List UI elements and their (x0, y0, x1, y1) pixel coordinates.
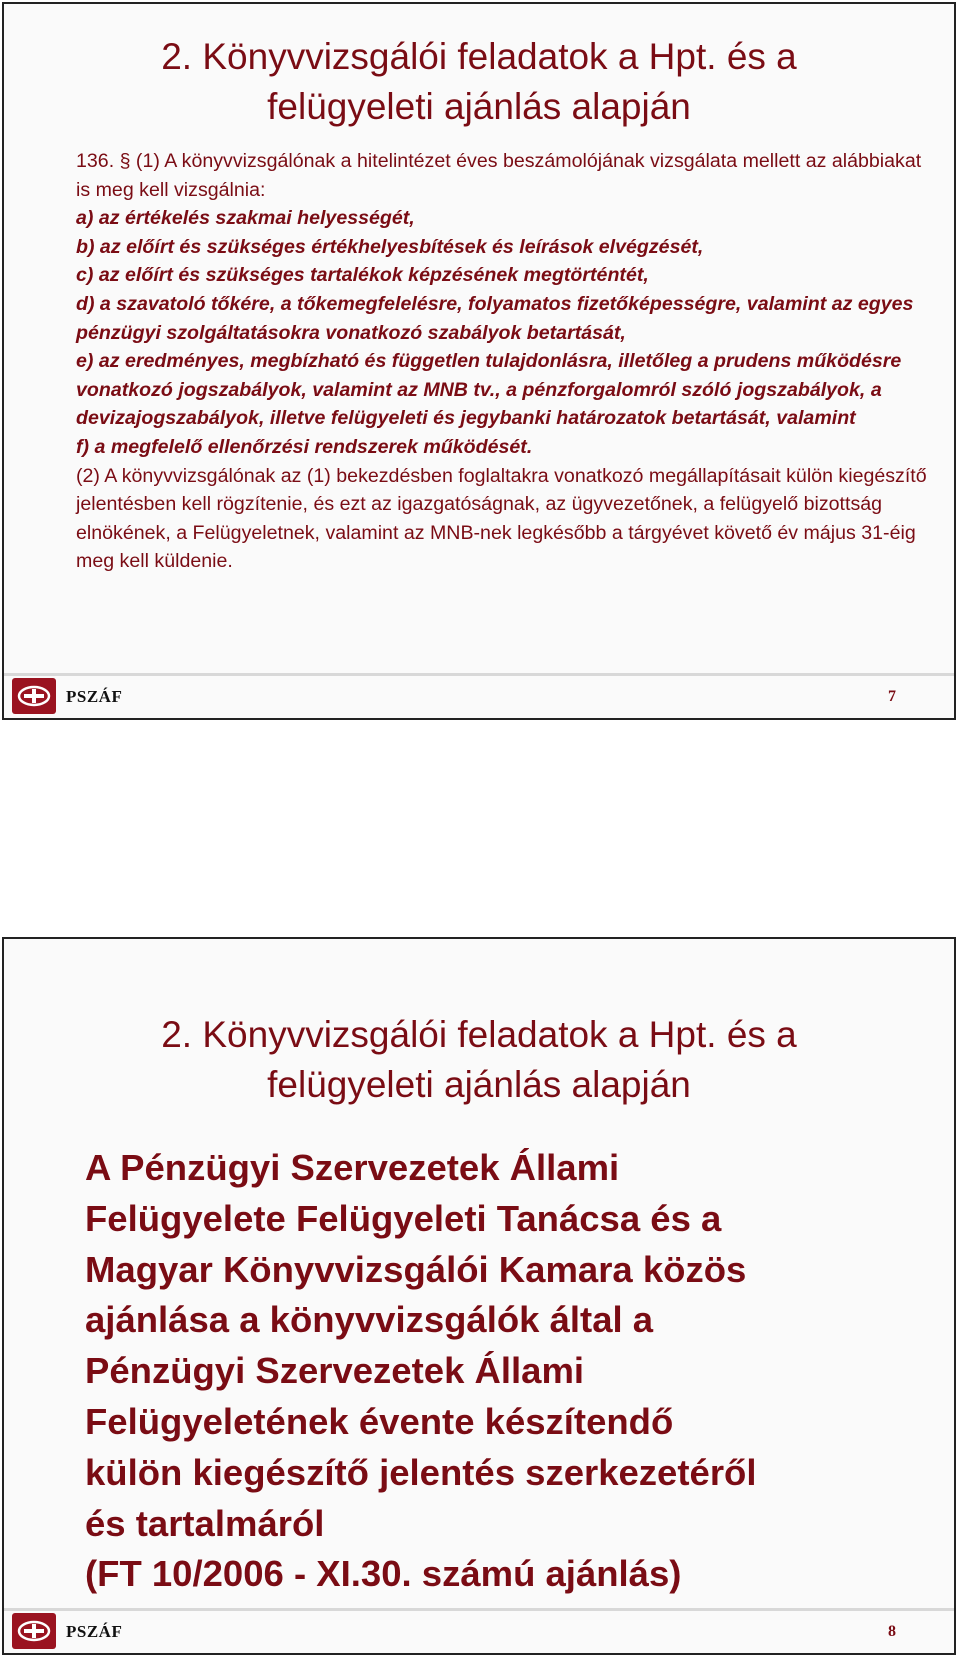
page-number: 7 (888, 688, 896, 705)
list-item-a: a) az értékelés szakmai helyességét, (76, 207, 415, 230)
list-item-e-start: e) az eredményes, megbízható és független tulajdonlásra, illetőleg a prudens működésre vonatkozó jogszabályok, valamint az MNB tv. (76, 350, 902, 401)
pszaf-logo-icon (12, 678, 56, 714)
slide-title (4, 1010, 954, 1110)
body-line-1: A Pénzügyi Szervezetek Állami (85, 1147, 620, 1188)
slide-7 (2, 2, 956, 720)
title-line-2: felügyeleti ajánlás alapján (267, 1064, 691, 1105)
list-item-b: b) az előírt és szükséges értékhelyesbítések és leírások elvégzését, (76, 235, 704, 258)
slide-title (4, 32, 954, 132)
pszaf-logo-icon (12, 1613, 56, 1649)
list-item-e (76, 347, 936, 433)
title-line-1: 2. Könyvvizsgálói feladatok a Hpt. és a (161, 1014, 797, 1055)
slide-body (85, 1143, 915, 1600)
body-line-3: Magyar Könyvvizsgálói Kamara közös (85, 1248, 747, 1290)
body-line-5: Pénzügyi Szervezetek Állami (85, 1350, 585, 1392)
list-item-c: c) az előírt és szükséges tartalékok képzésének megtörténtét, (76, 264, 649, 287)
list-item-f: f) a megfelelő ellenőrzési rendszerek működését. (76, 435, 533, 458)
logo-text: PSZÁF (66, 687, 123, 706)
paragraph-2: (2) A könyvvizsgálónak az (1) bekezdésben foglaltakra vonatkozó megállapításait külön kiegészítő jelentésben kell rögzítenie, és ezt az igazgatóságnak, az ügyvezetőnek, a felügyelő bizottság elnökének, a Felügyeletnek, valamint az MNB-nek legkésőbb a tárgyévet követő év május 31-éig meg kell küldenie. (76, 464, 927, 573)
body-line-4: ajánlása a könyvvizsgálók által a (85, 1299, 654, 1341)
footer-divider (4, 673, 954, 676)
body-line-2: Felügyelete Felügyeleti Tanácsa és a (85, 1197, 722, 1239)
list-item-d: d) a szavatoló tőkére, a tőkemegfelelésre, folyamatos fizetőképességre, valamint az egyes pénzügyi szolgáltatásokra vonatkozó szabályok betartását, (76, 292, 914, 344)
body-line-9: (FT 10/2006 - XI.30. számú ajánlás) (85, 1553, 682, 1595)
body-line-7: külön kiegészítő jelentés szerkezetéről (85, 1451, 757, 1493)
footer-divider (4, 1608, 954, 1611)
title-line-2: felügyeleti ajánlás alapján (267, 86, 691, 127)
list-item-e-rest: , a pénzforgalomról szóló jogszabályok, a devizajogszabályok, illetve felügyeleti és jegybanki határozatok betartását, valamint (76, 378, 882, 430)
slide-body (76, 147, 936, 576)
page-number: 8 (888, 1623, 896, 1640)
slide-8 (2, 937, 956, 1655)
title-line-1: 2. Könyvvizsgálói feladatok a Hpt. és a (161, 36, 797, 77)
body-line-8: és tartalmáról (85, 1502, 325, 1544)
logo-text: PSZÁF (66, 1622, 123, 1641)
body-line-6: Felügyeletének évente készítendő (85, 1400, 674, 1442)
intro-paragraph: 136. § (1) A könyvvizsgálónak a hitelintézet éves beszámolójának vizsgálata mellett az alábbiakat is meg kell vizsgálnia: (76, 150, 922, 201)
